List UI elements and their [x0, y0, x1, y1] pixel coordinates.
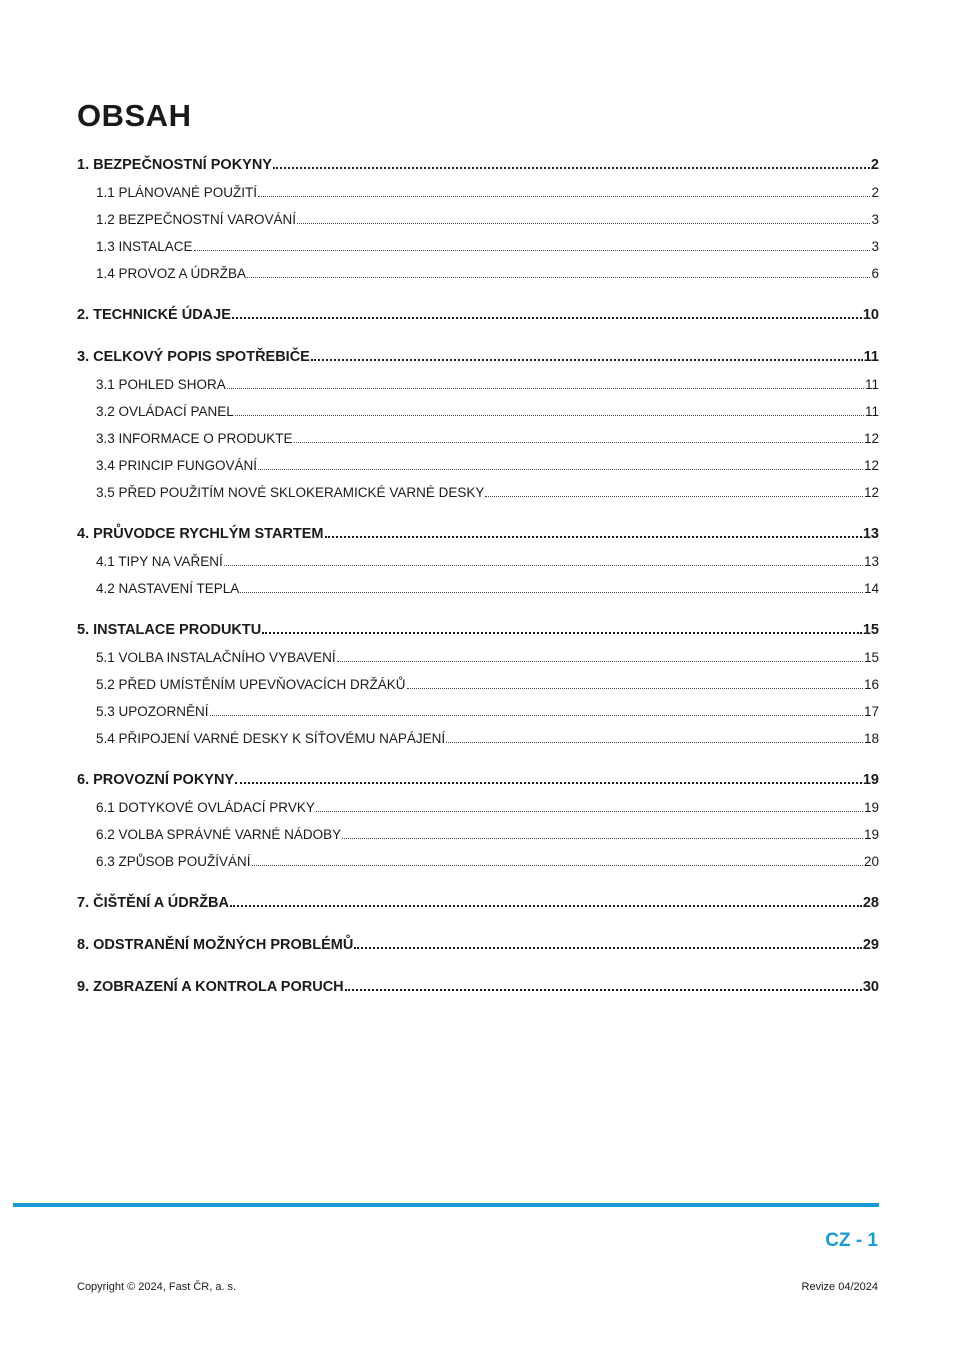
toc-entry-label: 1.2 BEZPEČNOSTNÍ VAROVÁNÍ — [96, 212, 297, 227]
toc-subsection-row[interactable] — [77, 179, 879, 206]
toc-subsection-row[interactable] — [77, 479, 879, 506]
toc-entry-label: 5.4 PŘIPOJENÍ VARNÉ DESKY K SÍŤOVÉMU NAPÁJENÍ — [96, 731, 446, 746]
toc-dot-leader — [262, 622, 862, 634]
toc-dot-leader — [194, 240, 871, 251]
toc-page-number: 14 — [863, 581, 879, 596]
toc-subsection-row[interactable] — [77, 425, 879, 452]
toc-dot-leader — [345, 979, 862, 991]
page-title: OBSAH — [77, 98, 192, 133]
toc-dot-leader — [325, 526, 862, 538]
toc-entry-label: 5.2 PŘED UMÍSTĚNÍM UPEVŇOVACÍCH DRŽÁKŮ — [96, 677, 406, 692]
toc-dot-leader — [258, 186, 870, 197]
toc-dot-leader — [337, 651, 863, 662]
toc-dot-leader — [224, 555, 863, 566]
toc-page-number: 12 — [863, 485, 879, 500]
toc-entry-label: 3.3 INFORMACE O PRODUKTE — [96, 431, 293, 446]
toc-subsection-row[interactable] — [77, 698, 879, 725]
toc-entry-label: 6. PROVOZNÍ POKYNY — [77, 772, 235, 788]
toc-subsection-row[interactable] — [77, 260, 879, 287]
toc-subsection-row[interactable] — [77, 398, 879, 425]
toc-subsection-row[interactable] — [77, 725, 879, 752]
toc-page-number: 19 — [862, 772, 879, 788]
toc-dot-leader — [407, 678, 863, 689]
toc-dot-leader — [342, 828, 863, 839]
toc-dot-leader — [230, 895, 862, 907]
toc-section-row[interactable] — [77, 974, 879, 1001]
toc-page-number: 2 — [871, 185, 879, 200]
toc-entry-label: 8. ODSTRANĚNÍ MOŽNÝCH PROBLÉMŮ — [77, 937, 354, 953]
toc-page-number: 13 — [863, 554, 879, 569]
toc-section-row[interactable] — [77, 890, 879, 917]
toc-page-number: 12 — [863, 458, 879, 473]
toc-entry-label: 4.2 NASTAVENÍ TEPLA — [96, 581, 240, 596]
toc-entry-label: 3.1 POHLED SHORA — [96, 377, 226, 392]
toc-page-number: 17 — [863, 704, 879, 719]
toc-section-row[interactable] — [77, 521, 879, 548]
toc-entry-label: 1. BEZPEČNOSTNÍ POKYNY — [77, 157, 272, 173]
toc-page-number: 15 — [862, 622, 879, 638]
toc-subsection-row[interactable] — [77, 644, 879, 671]
toc-dot-leader — [235, 772, 862, 784]
toc-entry-label: 2. TECHNICKÉ ÚDAJE — [77, 307, 231, 323]
toc-section-row[interactable] — [77, 932, 879, 959]
toc-entry-label: 7. ČIŠTĚNÍ A ÚDRŽBA — [77, 895, 229, 911]
toc-page-number: 13 — [862, 526, 879, 542]
toc-dot-leader — [232, 307, 862, 319]
toc-subsection-row[interactable] — [77, 371, 879, 398]
toc-subsection-row[interactable] — [77, 206, 879, 233]
toc-page-number: 19 — [863, 827, 879, 842]
footer-divider — [13, 1203, 879, 1207]
toc-section-row[interactable] — [77, 617, 879, 644]
toc-dot-leader — [273, 157, 870, 169]
toc-section-row[interactable] — [77, 767, 879, 794]
toc-entry-label: 4. PRŮVODCE RYCHLÝM STARTEM — [77, 526, 324, 542]
copyright-notice: Copyright © 2024, Fast ČR, a. s. — [77, 1281, 237, 1293]
toc-page-number: 6 — [871, 266, 879, 281]
toc-entry-label: 3. CELKOVÝ POPIS SPOTŘEBIČE — [77, 349, 310, 365]
toc-page-number: 10 — [862, 307, 879, 323]
toc-page-number: 28 — [862, 895, 879, 911]
toc-section-row[interactable] — [77, 344, 879, 371]
toc-entry-label: 5. INSTALACE PRODUKTU — [77, 622, 262, 638]
toc-subsection-row[interactable] — [77, 821, 879, 848]
toc-subsection-row[interactable] — [77, 233, 879, 260]
toc-entry-label: 3.4 PRINCIP FUNGOVÁNÍ — [96, 458, 258, 473]
table-of-contents — [77, 152, 879, 1001]
toc-subsection-row[interactable] — [77, 671, 879, 698]
toc-dot-leader — [227, 378, 864, 389]
toc-dot-leader — [258, 459, 863, 470]
toc-dot-leader — [294, 432, 863, 443]
toc-page-number: 11 — [864, 377, 879, 392]
toc-entry-label: 5.1 VOLBA INSTALAČNÍHO VYBAVENÍ — [96, 650, 336, 665]
toc-entry-label: 6.3 ZPŮSOB POUŽÍVÁNÍ — [96, 854, 251, 869]
toc-entry-label: 3.5 PŘED POUŽITÍM NOVÉ SKLOKERAMICKÉ VARNÉ DESKY — [96, 485, 485, 500]
toc-page-number: 20 — [863, 854, 879, 869]
toc-dot-leader — [316, 801, 863, 812]
toc-subsection-row[interactable] — [77, 848, 879, 875]
toc-dot-leader — [485, 486, 863, 497]
toc-page-number: 11 — [864, 404, 879, 419]
toc-dot-leader — [247, 267, 870, 278]
toc-dot-leader — [311, 349, 863, 361]
toc-page-number: 29 — [862, 937, 879, 953]
toc-page-number: 3 — [871, 239, 879, 254]
toc-dot-leader — [446, 732, 863, 743]
toc-page-number: 12 — [863, 431, 879, 446]
toc-page-number: 15 — [863, 650, 879, 665]
toc-page-number: 30 — [862, 979, 879, 995]
toc-page-number: 3 — [871, 212, 879, 227]
toc-entry-label: 6.2 VOLBA SPRÁVNÉ VARNÉ NÁDOBY — [96, 827, 342, 842]
toc-subsection-row[interactable] — [77, 794, 879, 821]
toc-entry-label: 4.1 TIPY NA VAŘENÍ — [96, 554, 223, 569]
toc-entry-label: 1.3 INSTALACE — [96, 239, 193, 254]
toc-dot-leader — [210, 705, 863, 716]
toc-page-number: 2 — [870, 157, 879, 173]
toc-dot-leader — [354, 937, 862, 949]
toc-entry-label: 5.3 UPOZORNĚNÍ — [96, 704, 209, 719]
toc-subsection-row[interactable] — [77, 575, 879, 602]
toc-dot-leader — [240, 582, 863, 593]
toc-page-number: 18 — [863, 731, 879, 746]
toc-entry-label: 1.1 PLÁNOVANÉ POUŽITÍ — [96, 185, 258, 200]
toc-dot-leader — [235, 405, 864, 416]
toc-section-row[interactable] — [77, 302, 879, 329]
toc-page-number: 16 — [863, 677, 879, 692]
toc-dot-leader — [297, 213, 870, 224]
toc-entry-label: 9. ZOBRAZENÍ A KONTROLA PORUCH — [77, 979, 344, 995]
toc-entry-label: 1.4 PROVOZ A ÚDRŽBA — [96, 266, 247, 281]
page-number: CZ - 1 — [825, 1230, 878, 1251]
toc-entry-label: 6.1 DOTYKOVÉ OVLÁDACÍ PRVKY — [96, 800, 315, 815]
revision-label: Revize 04/2024 — [801, 1281, 878, 1293]
toc-subsection-row[interactable] — [77, 548, 879, 575]
toc-page-number: 11 — [863, 349, 879, 365]
toc-subsection-row[interactable] — [77, 452, 879, 479]
toc-section-row[interactable] — [77, 152, 879, 179]
toc-entry-label: 3.2 OVLÁDACÍ PANEL — [96, 404, 234, 419]
toc-dot-leader — [252, 855, 863, 866]
toc-page-number: 19 — [863, 800, 879, 815]
